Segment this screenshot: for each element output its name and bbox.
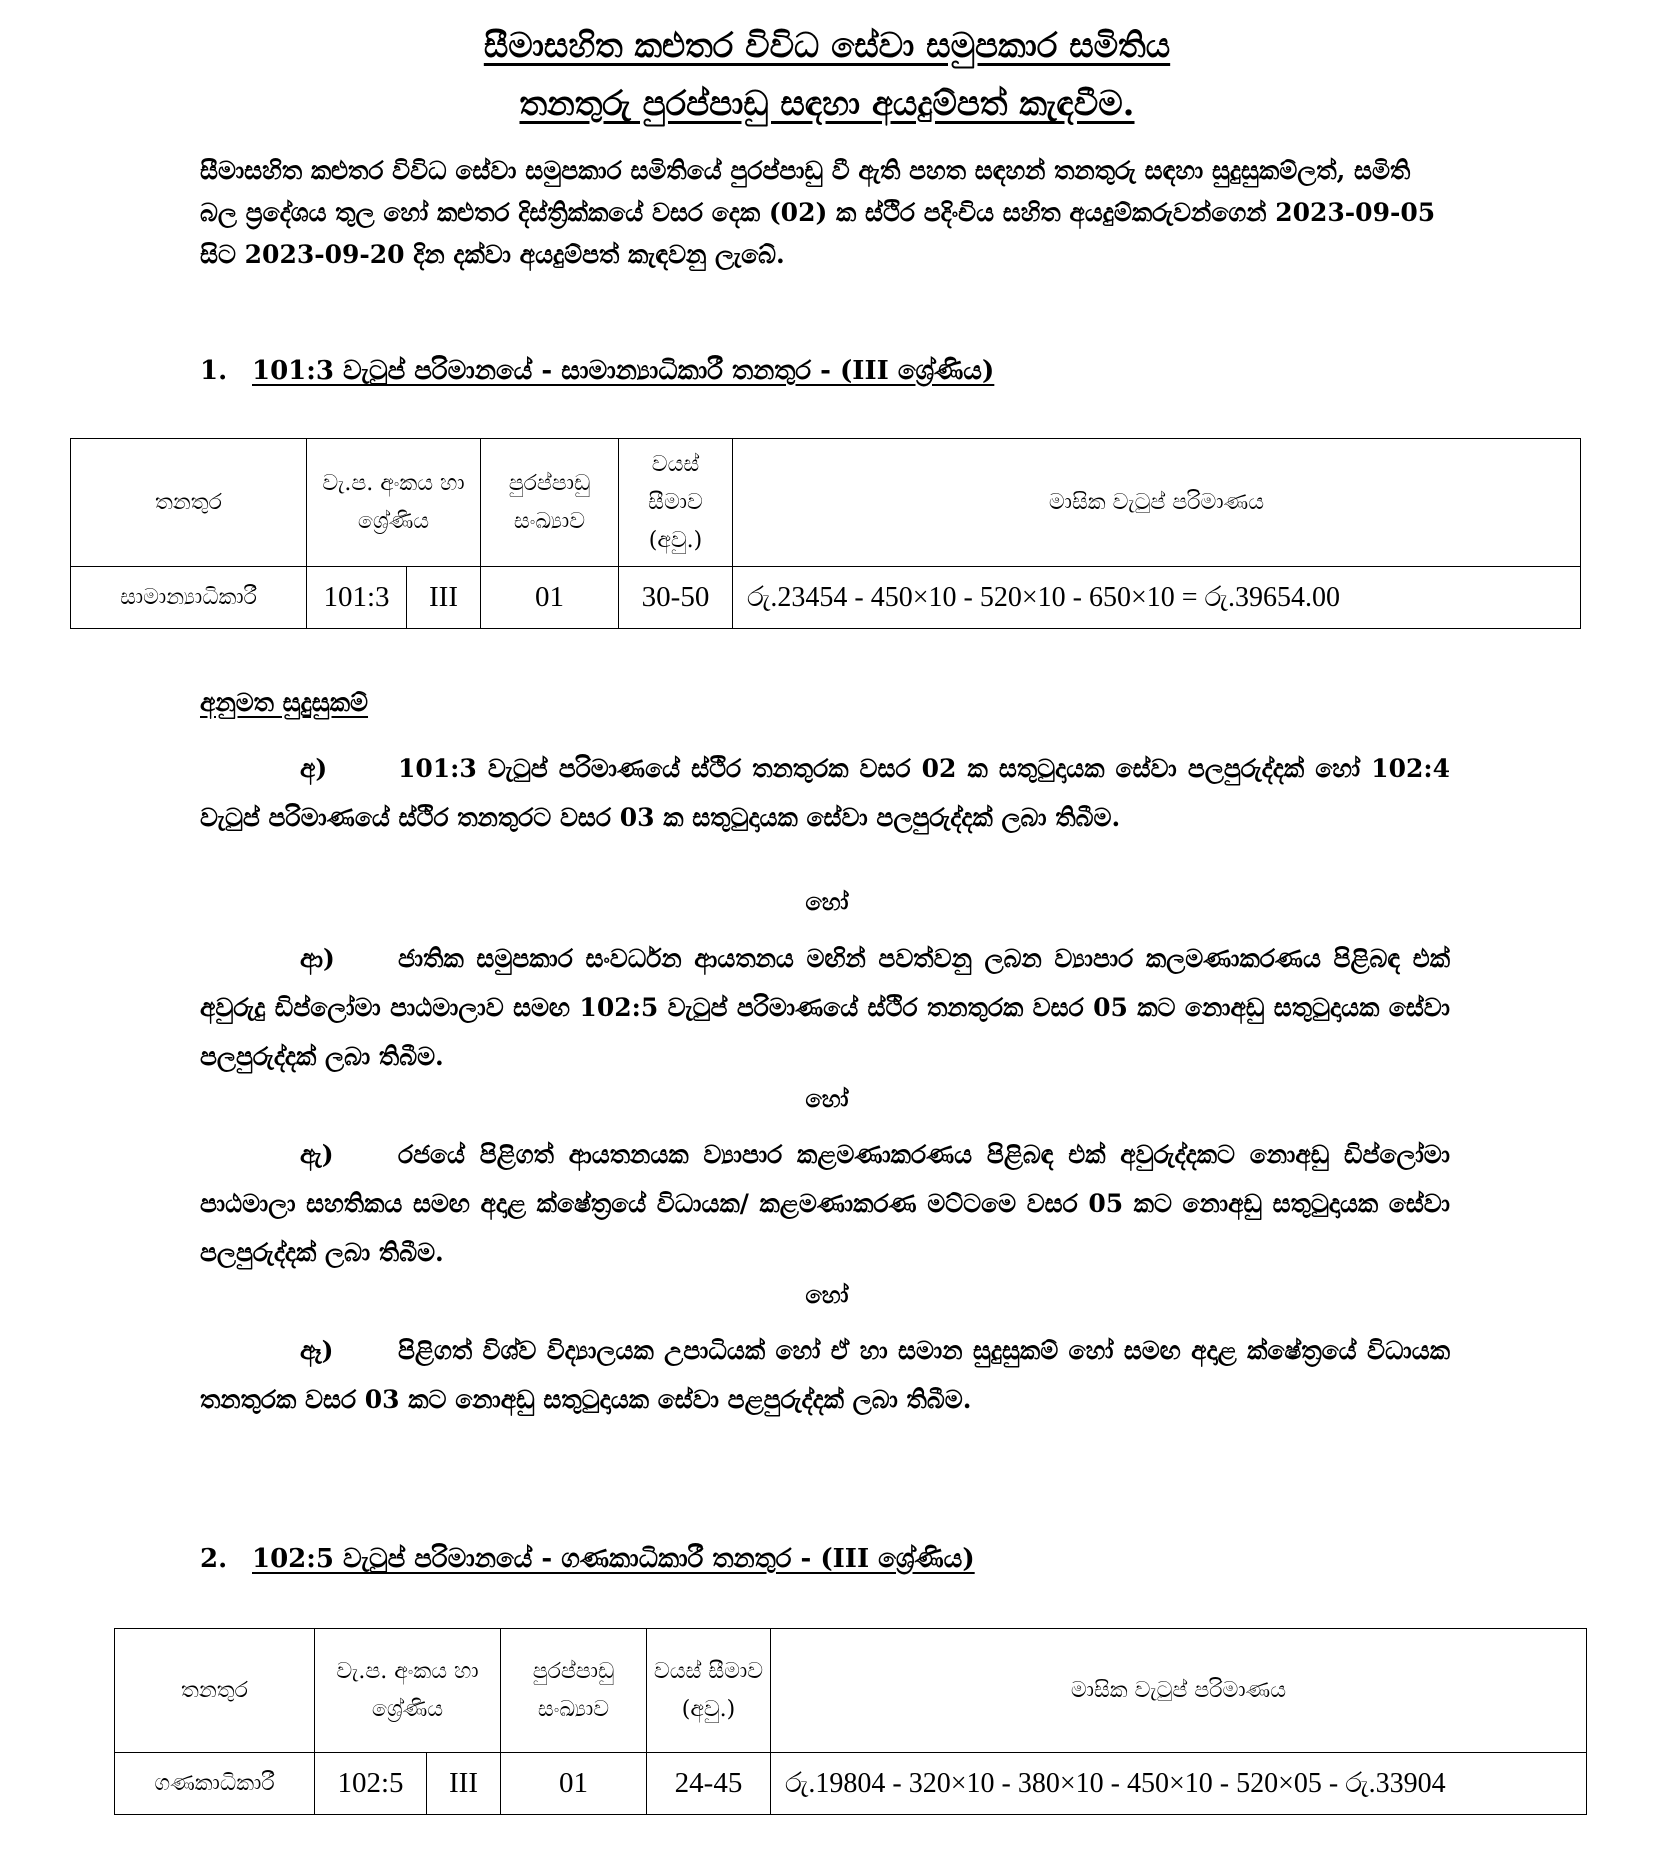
section-1-heading	[200, 356, 994, 387]
qualification-aee	[200, 1326, 1450, 1424]
qualification-label: ආ)	[300, 944, 335, 973]
cell-scale: 101:3	[307, 567, 407, 629]
or-separator-2: හෝ	[805, 1084, 849, 1113]
or-separator-3: හෝ	[805, 1280, 849, 1309]
table-2-header-row	[115, 1629, 1587, 1753]
table-post-2	[114, 1628, 1587, 1815]
qualification-text: පිළිගත් විශ්ව විද්‍යාලයක උපාධියක් හෝ ඒ හා සමාන සුදුසුකම් හෝ සමඟ අදාළ ක්ෂේත්‍රයේ විධායක තනතුරක වසර 03 කට නොඅඩු සතුටුදායක සේවා පළපුරුද්දක් ලබා තිබීම.	[200, 1336, 1450, 1414]
or-separator-1: හෝ	[805, 887, 849, 916]
cell-vacancies: 01	[501, 1753, 647, 1815]
section-2-heading	[200, 1544, 975, 1575]
header-scale-grade: වැ.ප. අංකය හා ශ්‍රේණිය	[307, 439, 481, 567]
cell-scale: 102:5	[315, 1753, 427, 1815]
section-2-number: 2.	[200, 1544, 228, 1574]
document-title-line-1: සීමාසහිත කළුතර විවිධ සේවා සමුපකාර සමිතිය	[483, 26, 1171, 66]
qualifications-heading: අනුමත සුදුසුකම්	[200, 688, 369, 717]
section-2-title: 102:5 වැටුප් පරිමානයේ - ගණකාධිකාරී තනතුර - (III ශ්‍රේණිය)	[252, 1544, 975, 1574]
cell-post: ගණකාධිකාරී	[115, 1753, 315, 1815]
qualification-label: ඈ)	[300, 1336, 334, 1365]
header-age: වයස් සීමාව (අවු.)	[647, 1629, 771, 1753]
cell-grade: III	[427, 1753, 501, 1815]
qualification-aa	[200, 934, 1450, 1081]
cell-age: 24-45	[647, 1753, 771, 1815]
qualification-a	[200, 744, 1450, 842]
qualification-label: ඇ)	[300, 1140, 334, 1169]
header-post: තනතුර	[71, 439, 307, 567]
cell-salary: රු.23454 - 450×10 - 520×10 - 650×10 = රු.39654.00	[733, 567, 1581, 629]
section-1-title: 101:3 වැටුප් පරිමානයේ - සාමාන්‍යාධිකාරී තනතුර - (III ශ්‍රේණිය)	[252, 356, 995, 386]
qualification-label: අ)	[300, 754, 328, 783]
document-title-line-2: තනතුරු පුරප්පාඩු සඳහා අයදුම්පත් කැඳවීම.	[519, 84, 1135, 124]
qualification-text: ජාතික සමුපකාර සංවර්ධන ආයතනය මඟින් පවත්වනු ලබන ව්‍යාපාර කලමණාකරණය පිළිබඳ එක් අවුරුදු ඩිප්ලෝමා පාඨමාලාව සමඟ 102:5 වැටුප් පරිමාණයේ ස්ථිර තනතුරක වසර 05 කට නොඅඩු සතුටුදායක සේවා පලපුරුද්දක් ලබා තිබීම.	[200, 944, 1450, 1071]
qualification-ae	[200, 1130, 1450, 1277]
header-salary: මාසික වැටුප් පරිමාණය	[771, 1629, 1587, 1753]
section-1-number: 1.	[200, 356, 228, 386]
header-post: තනතුර	[115, 1629, 315, 1753]
header-age: වයස් සීමාව (අවු.)	[619, 439, 733, 567]
cell-post: සාමාන්‍යාධිකාරී	[71, 567, 307, 629]
header-salary: මාසික වැටුප් පරිමාණය	[733, 439, 1581, 567]
header-vacancies: පුරප්පාඩු සංඛ්‍යාව	[481, 439, 619, 567]
cell-age: 30-50	[619, 567, 733, 629]
cell-grade: III	[407, 567, 481, 629]
header-vacancies: පුරප්පාඩු සංඛ්‍යාව	[501, 1629, 647, 1753]
header-scale-grade: වැ.ප. අංකය හා ශ්‍රේණිය	[315, 1629, 501, 1753]
qualification-text: රජයේ පිළිගත් ආයතනයක ව්‍යාපාර කළමණාකරණය පිළිබඳ එක් අවුරුද්දකට නොඅඩු ඩිප්ලෝමා පාඨමාලා සහතිකය සමඟ අදාළ ක්ෂේත්‍රයේ විධායක/ කළමණාකරණ මට්ටමෙ වසර 05 කට නොඅඩු සතුටුදායක සේවා පලපුරුද්දක් ලබා තිබීම.	[200, 1140, 1450, 1267]
table-1-header-row	[71, 439, 1581, 567]
intro-paragraph: සීමාසහිත කළුතර විවිධ සේවා සමුපකාර සමිතියේ පුරප්පාඩු වී ඇති පහත සඳහන් තනතුරු සඳහා සුදුසුකම්ලත්, සමිති බල ප්‍රදේශය තුල හෝ කළුතර දිස්ත්‍රික්කයේ වසර දෙක (02) ක ස්ථිර පදිංචිය සහිත අයදුම්කරුවන්ගෙන් 2023-09-05 සිට 2023-09-20 දින දක්වා අයදුම්පත් කැඳවනු ලැබේ.	[200, 156, 1436, 269]
table-row	[71, 567, 1581, 629]
table-post-1	[70, 438, 1581, 629]
table-row	[115, 1753, 1587, 1815]
cell-salary: රු.19804 - 320×10 - 380×10 - 450×10 - 520×05 - රු.33904	[771, 1753, 1587, 1815]
cell-vacancies: 01	[481, 567, 619, 629]
qualification-text: 101:3 වැටුප් පරිමාණයේ ස්ථිර තනතුරක වසර 02 ක සතුටුදායක සේවා පලපුරුද්දක් හෝ 102:4 වැටුප් පරිමාණයේ ස්ථිර තනතුරට වසර 03 ක සතුටුදායක සේවා පලපුරුද්දක් ලබා තිබීම.	[200, 754, 1450, 832]
